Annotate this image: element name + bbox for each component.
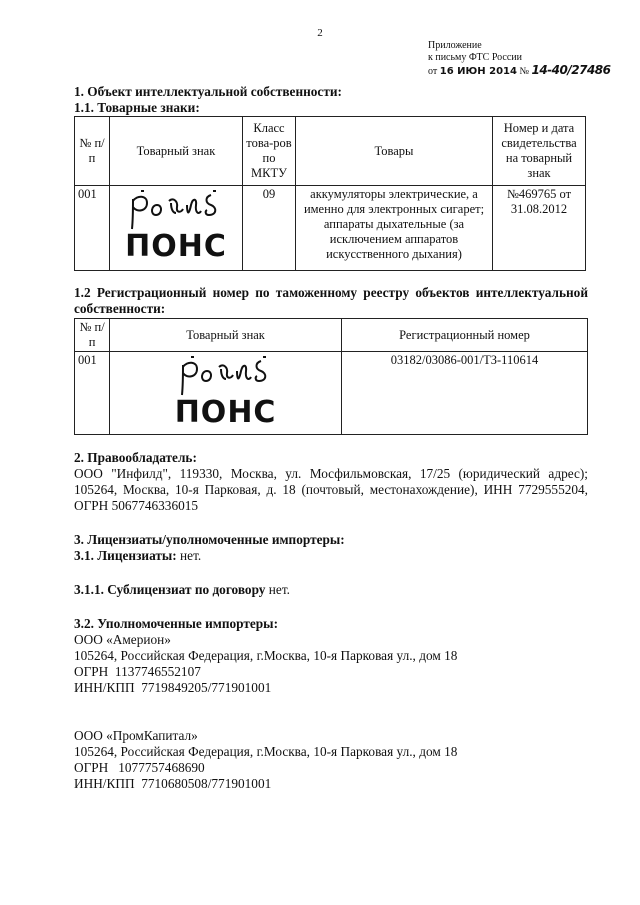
col-certificate-header: Номер и дата свидетельства на товарный знак bbox=[493, 117, 586, 186]
licensees-line bbox=[74, 548, 588, 564]
attachment-note bbox=[428, 40, 611, 78]
section3-title: 3. Лицензиаты/уполномоченные импортеры: bbox=[74, 532, 345, 547]
certificate-cell: №469765 от 31.08.2012 bbox=[493, 186, 586, 271]
registry-table-header bbox=[75, 319, 588, 352]
rightholder-details: ООО "Инфилд", 119330, Москва, ул. Мосфильмовская, 17/25 (юридический адрес); 105264, Москва, 10-я Парковая, д. 18 (почтовый, местонахождение), ИНН 7729555204, ОГРН 5067746336015 bbox=[74, 466, 588, 513]
trademark-script-logo bbox=[171, 353, 281, 397]
trademark-table bbox=[74, 116, 586, 271]
col-goods-header: Товары bbox=[296, 117, 493, 186]
trademark-block-text: ПОНС bbox=[125, 229, 227, 264]
importers-title: 3.2. Уполномоченные импортеры: bbox=[74, 616, 278, 631]
attachment-line1: Приложение bbox=[428, 40, 482, 51]
importer-name: ООО «ПромКапитал» bbox=[74, 728, 198, 743]
registry-table bbox=[74, 318, 588, 435]
licensees-label: 3.1. Лицензиаты: bbox=[74, 548, 177, 563]
col-mark-header: Товарный знак bbox=[110, 319, 342, 352]
attachment-date-line bbox=[428, 64, 611, 78]
section12-title: 1.2 Регистрационный номер по таможенному реестру объектов интеллектуальной собственности: bbox=[74, 285, 588, 316]
importer-ogrn: ОГРН 1077757468690 bbox=[74, 760, 205, 775]
attachment-line2: к письму ФТС России bbox=[428, 52, 522, 63]
importer-name: ООО «Америон» bbox=[74, 632, 171, 647]
row-number: 001 bbox=[75, 352, 110, 435]
col-mark-header: Товарный знак bbox=[110, 117, 243, 186]
importer-address: 105264, Российская Федерация, г.Москва, 10-я Парковая ул., дом 18 bbox=[74, 744, 458, 759]
col-regnumber-header: Регистрационный номер bbox=[342, 319, 588, 352]
sublicensee-line bbox=[74, 582, 588, 598]
licensees-value: нет. bbox=[180, 548, 202, 563]
sublicensee-value: нет. bbox=[268, 582, 290, 597]
table-row bbox=[75, 352, 588, 435]
importer-address: 105264, Российская Федерация, г.Москва, 10-я Парковая ул., дом 18 bbox=[74, 648, 458, 663]
page-number: 2 bbox=[317, 27, 323, 39]
importer-1 bbox=[74, 632, 588, 696]
importer-ogrn: ОГРН 1137746552107 bbox=[74, 664, 201, 679]
reg-number-cell: 03182/03086-001/ТЗ-110614 bbox=[342, 352, 588, 435]
importer-inn: ИНН/КПП 7719849205/771901001 bbox=[74, 680, 272, 695]
col-class-header: Класс това-ров по МКТУ bbox=[243, 117, 296, 186]
table-row bbox=[75, 186, 586, 271]
section2-title: 2. Правообладатель: bbox=[74, 450, 197, 465]
section1-subtitle: 1.1. Товарные знаки: bbox=[74, 100, 200, 115]
trademark-cell bbox=[110, 352, 342, 435]
col-number-header: № п/п bbox=[75, 319, 110, 352]
letter-number: 14-40/27486 bbox=[531, 63, 611, 77]
number-prefix: № bbox=[519, 66, 529, 77]
trademark-cell bbox=[110, 186, 243, 271]
date-prefix: от bbox=[428, 66, 438, 77]
trademark-script-logo bbox=[121, 187, 231, 231]
importer-2 bbox=[74, 728, 588, 792]
trademark-table-header bbox=[75, 117, 586, 186]
goods-cell: аккумуляторы электрические, а именно для электронных сигарет; аппараты дыхательные (за исключением аппаратов искусственного дыхания) bbox=[296, 186, 493, 271]
col-number-header: № п/п bbox=[75, 117, 110, 186]
section1-title: 1. Объект интеллектуальной собственности: bbox=[74, 84, 342, 99]
importer-inn: ИНН/КПП 7710680508/771901001 bbox=[74, 776, 272, 791]
class-cell: 09 bbox=[243, 186, 296, 271]
trademark-block-text: ПОНС bbox=[174, 395, 277, 430]
date-stamp: 16 ИЮН 2014 bbox=[439, 66, 517, 77]
row-number: 001 bbox=[75, 186, 110, 271]
sublicensee-label: 3.1.1. Сублицензиат по договору bbox=[74, 582, 266, 597]
